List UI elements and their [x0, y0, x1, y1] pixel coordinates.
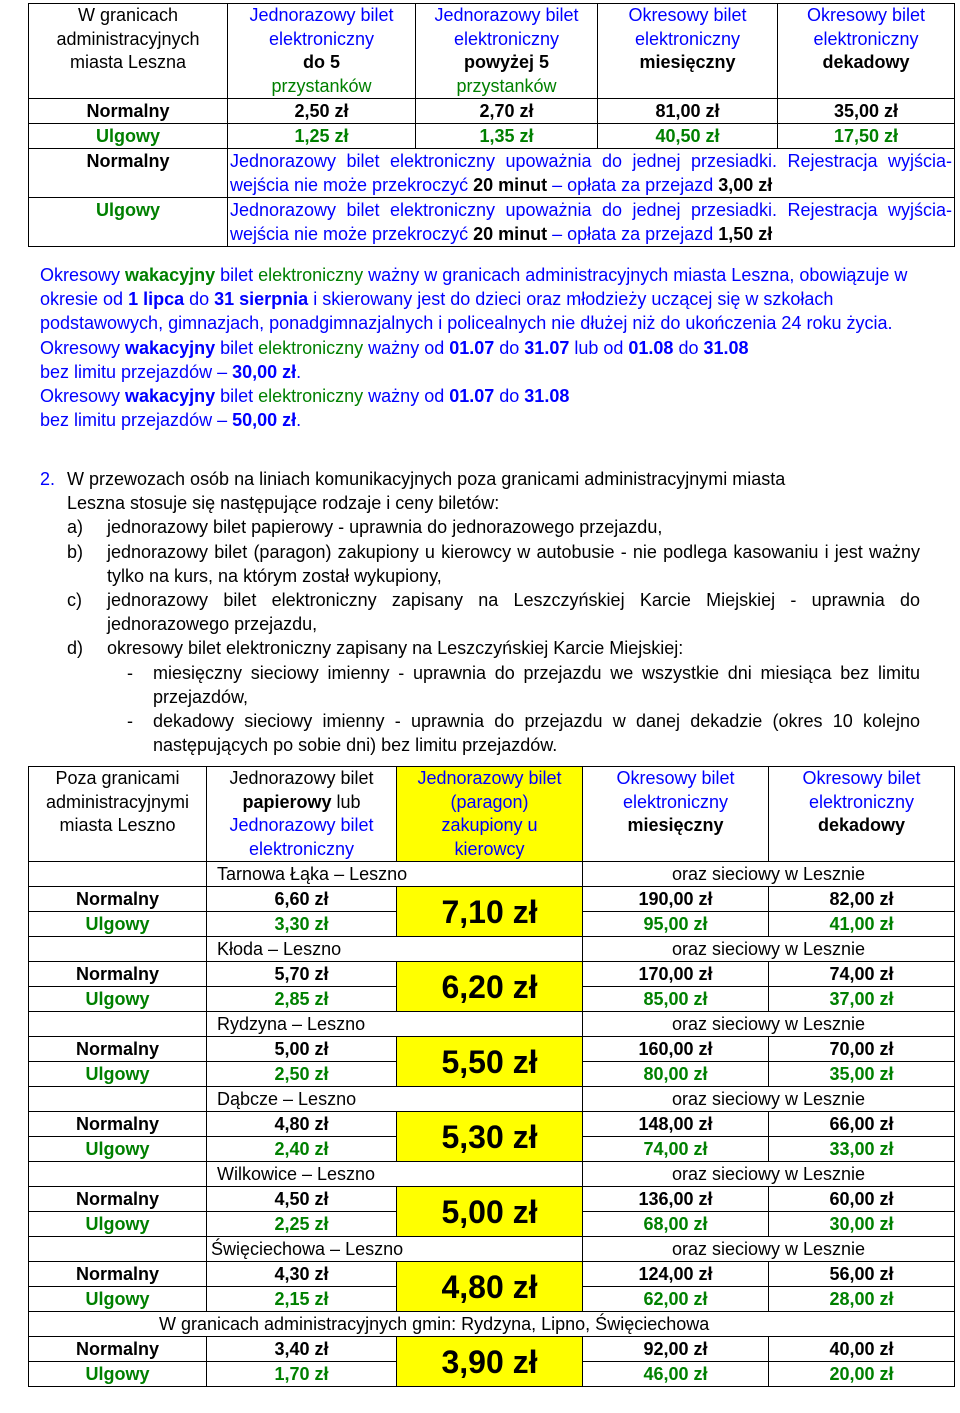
- price-cell: 92,00 zł: [583, 1337, 769, 1362]
- t: 30,00 zł: [232, 361, 297, 382]
- route-row-normal: [29, 1112, 955, 1137]
- list-item: [40, 515, 920, 539]
- list-key: d): [67, 638, 84, 659]
- city-table-header: [29, 4, 955, 99]
- t: wakacyjny: [125, 386, 216, 407]
- route-row-normal: [29, 887, 955, 912]
- t: 1 lipca: [128, 289, 185, 310]
- t: do: [673, 337, 704, 358]
- header-text: administracyjnymi: [45, 791, 190, 812]
- header-text: zakupiony u: [441, 815, 538, 835]
- driver-price-cell: 4,80 zł: [397, 1262, 583, 1312]
- header-monthly: [598, 4, 778, 99]
- row-label: Normalny: [29, 887, 207, 912]
- row-label: Ulgowy: [29, 1062, 207, 1087]
- header-text: miesięczny: [639, 52, 736, 72]
- header-text: (paragon): [450, 791, 529, 812]
- t: elektroniczny: [258, 337, 364, 358]
- transfer-price: 1,50 zł: [718, 224, 773, 244]
- price-cell: 30,00 zł: [769, 1212, 955, 1237]
- header-single-driver: [397, 767, 583, 862]
- route-row-normal: [29, 1037, 955, 1062]
- header-outside-area: [29, 767, 207, 862]
- price-cell: 124,00 zł: [583, 1262, 769, 1287]
- price-cell: 40,00 zł: [769, 1337, 955, 1362]
- price-cell: 37,00 zł: [769, 987, 955, 1012]
- list-key: -: [127, 711, 133, 732]
- section-2-intro: [40, 467, 920, 491]
- driver-price-cell: 5,50 zł: [397, 1037, 583, 1087]
- sub-list-item: [40, 661, 920, 709]
- driver-price-cell: 6,20 zł: [397, 962, 583, 1012]
- header-decade: [778, 4, 955, 99]
- header-text: miasta Leszno: [59, 815, 176, 835]
- t: bilet: [215, 265, 259, 285]
- t: 31.08: [524, 386, 570, 407]
- t: 01.07: [449, 386, 495, 407]
- price-cell: 148,00 zł: [583, 1112, 769, 1137]
- intro-text: Leszna stosuje się następujące rodzaje i ceny biletów:: [67, 493, 500, 514]
- sub-list-item: [40, 709, 920, 757]
- transfer-desc: Jednorazowy bilet elektroniczny upoważnia do jednej przesiadki. Rejestracja wyjścia-wejścia nie może przekroczyć: [230, 200, 952, 244]
- price-cell: 68,00 zł: [583, 1212, 769, 1237]
- route-name: Rydzyna – Leszno: [207, 1012, 583, 1037]
- driver-price-cell: 5,00 zł: [397, 1187, 583, 1237]
- header-text: Poza granicami: [55, 768, 180, 788]
- row-label: Ulgowy: [29, 912, 207, 937]
- header-single-paper: [207, 767, 397, 862]
- header-text: Jednorazowy bilet: [434, 5, 579, 25]
- list-text: okresowy bilet elektroniczny zapisany na Leszczyńskiej Karcie Miejskiej:: [107, 638, 684, 659]
- network-label: oraz sieciowy w Lesznie: [583, 862, 955, 887]
- holiday-30-price: [40, 360, 940, 384]
- t: do: [184, 289, 215, 310]
- driver-price-cell: 7,10 zł: [397, 887, 583, 937]
- list-item: [40, 636, 920, 660]
- row-label: Normalny: [29, 1187, 207, 1212]
- route-name: W granicach administracyjnych gmin: Rydzyna, Lipno, Święciechowa: [29, 1312, 955, 1337]
- route-row-normal: [29, 1262, 955, 1287]
- list-key: a): [67, 517, 84, 538]
- row-label: Normalny: [29, 1037, 207, 1062]
- price-cell: 2,15 zł: [207, 1287, 397, 1312]
- header-text: elektroniczny: [813, 28, 919, 49]
- t: bilet: [215, 386, 259, 407]
- transfer-row-reduced: [29, 198, 955, 247]
- t: wakacyjny: [125, 337, 216, 358]
- header-text: przystanków: [271, 75, 372, 96]
- t: i skierowany jest do dzieci oraz młodzieży uczącej się w szkołach podstawowych, gimnazjach, ponadgimnazjalnych i policealnych nie dłużej niż do ukończenia 24 roku życia.: [40, 289, 893, 334]
- t: 31.08: [703, 337, 749, 358]
- price-cell: 62,00 zł: [583, 1287, 769, 1312]
- header-text: elektroniczny: [634, 28, 741, 49]
- route-row-normal: [29, 1337, 955, 1362]
- price-cell: 33,00 zł: [769, 1137, 955, 1162]
- city-row-normal: [29, 99, 955, 124]
- route-spacer: [29, 862, 207, 887]
- t: elektroniczny: [258, 265, 364, 285]
- header-text: dekadowy: [817, 815, 906, 835]
- route-spacer: [29, 1162, 207, 1187]
- row-label: Ulgowy: [29, 1287, 207, 1312]
- route-name: Tarnowa Łąka – Leszno: [207, 862, 583, 887]
- header-single-over5: [416, 4, 598, 99]
- price-cell: 60,00 zł: [769, 1187, 955, 1212]
- t: .: [296, 361, 302, 382]
- row-label: Normalny: [29, 149, 228, 198]
- price-cell: 2,85 zł: [207, 987, 397, 1012]
- t: ważny od: [363, 337, 450, 358]
- price-cell: 35,00 zł: [769, 1062, 955, 1087]
- route-name: Wilkowice – Leszno: [207, 1162, 583, 1187]
- city-row-reduced: [29, 124, 955, 149]
- network-label: oraz sieciowy w Lesznie: [583, 1162, 955, 1187]
- price-cell: 4,30 zł: [207, 1262, 397, 1287]
- price-cell: 6,60 zł: [207, 887, 397, 912]
- price-cell: 85,00 zł: [583, 987, 769, 1012]
- t: 31.07: [524, 337, 570, 358]
- transfer-price: 3,00 zł: [718, 175, 773, 195]
- network-label: oraz sieciowy w Lesznie: [583, 937, 955, 962]
- holiday-ticket-info: [40, 263, 940, 432]
- network-label: oraz sieciowy w Lesznie: [583, 1087, 955, 1112]
- holiday-50-line: [40, 384, 940, 408]
- route-row-normal: [29, 1187, 955, 1212]
- price-cell: 56,00 zł: [769, 1262, 955, 1287]
- price-cell: 5,70 zł: [207, 962, 397, 987]
- route-spacer: [29, 1087, 207, 1112]
- t: Okresowy: [40, 265, 126, 285]
- price-cell: 4,80 zł: [207, 1112, 397, 1137]
- price-cell: 74,00 zł: [583, 1137, 769, 1162]
- route-row-normal: [29, 962, 955, 987]
- price-cell: 95,00 zł: [583, 912, 769, 937]
- route-spacer: [29, 1237, 207, 1262]
- list-text: jednorazowy bilet elektroniczny zapisany na Leszczyńskiej Karcie Miejskiej - uprawnia do jednorazowego przejazdu,: [107, 590, 920, 635]
- t: wakacyjny: [125, 265, 216, 285]
- price-cell: 170,00 zł: [583, 962, 769, 987]
- t: bez limitu przejazdów –: [40, 410, 233, 431]
- transfer-desc: Jednorazowy bilet elektroniczny upoważnia do jednej przesiadki. Rejestracja wyjścia-wejścia nie może przekroczyć: [230, 151, 952, 195]
- list-key: c): [67, 590, 82, 611]
- price-cell: 74,00 zł: [769, 962, 955, 987]
- price-cell: 2,50 zł: [207, 1062, 397, 1087]
- header-text: Okresowy bilet: [806, 5, 926, 25]
- header-text: elektroniczny: [248, 838, 355, 859]
- row-label: Ulgowy: [29, 1137, 207, 1162]
- row-label: Ulgowy: [29, 987, 207, 1012]
- driver-price-cell: 5,30 zł: [397, 1112, 583, 1162]
- price-cell: 3,30 zł: [207, 912, 397, 937]
- price-cell: 4,50 zł: [207, 1187, 397, 1212]
- route-spacer: [29, 937, 207, 962]
- price-cell: 2,70 zł: [416, 99, 598, 124]
- t: .: [296, 410, 302, 431]
- transfer-minutes: 20 minut: [473, 175, 548, 195]
- t: 31 sierpnia: [214, 289, 309, 310]
- suburban-table-header: [29, 767, 955, 862]
- network-label: oraz sieciowy w Lesznie: [583, 1012, 955, 1037]
- holiday-paragraph: [40, 263, 940, 336]
- t: lub od: [569, 337, 629, 358]
- t: 01.08: [628, 337, 674, 358]
- list-key: -: [127, 662, 133, 683]
- list-key: b): [67, 541, 84, 562]
- header-monthly: [583, 767, 769, 862]
- price-cell: 160,00 zł: [583, 1037, 769, 1062]
- transfer-minutes: 20 minut: [473, 224, 548, 244]
- row-label: Ulgowy: [29, 1212, 207, 1237]
- price-cell: 3,40 zł: [207, 1337, 397, 1362]
- price-cell: 46,00 zł: [583, 1362, 769, 1387]
- header-text: przystanków: [456, 75, 557, 96]
- row-label: Ulgowy: [29, 198, 228, 247]
- header-text: elektroniczny: [622, 791, 729, 812]
- section-2: [40, 467, 920, 757]
- header-text: Okresowy bilet: [616, 768, 735, 788]
- route-header-row: [29, 1162, 955, 1187]
- header-text: Okresowy bilet: [628, 5, 747, 25]
- route-name: Dąbcze – Leszno: [207, 1087, 583, 1112]
- t: ważny w granicach administracyjnych miasta Leszna, obowiązuje w okresie od: [40, 265, 908, 310]
- header-text: Jednorazowy bilet: [417, 768, 562, 788]
- price-cell: 136,00 zł: [583, 1187, 769, 1212]
- route-header-row: [29, 1012, 955, 1037]
- header-text: elektroniczny: [268, 28, 375, 49]
- header-text: do 5: [302, 52, 340, 72]
- route-header-row: [29, 937, 955, 962]
- list-text: miesięczny sieciowy imienny - uprawnia do przejazdu we wszystkie dni miesiąca bez limitu przejazdów,: [153, 662, 920, 707]
- header-text: elektroniczny: [808, 791, 915, 812]
- route-spacer: [29, 1012, 207, 1037]
- price-cell: 20,00 zł: [769, 1362, 955, 1387]
- transfer-desc: – opłata za przejazd: [547, 224, 719, 244]
- intro-text: W przewozach osób na liniach komunikacyjnych poza granicami administracyjnymi miasta: [67, 469, 786, 489]
- holiday-50-price: [40, 408, 940, 432]
- list-text: dekadowy sieciowy imienny - uprawnia do przejazdu w danej dekadzie (okres 10 kolejno następujących po sobie dni) bez limitu przejazdów.: [153, 711, 920, 756]
- header-text: Jednorazowy bilet: [229, 768, 374, 788]
- row-label: Normalny: [29, 1337, 207, 1362]
- holiday-30-line: [40, 336, 940, 360]
- header-text: dekadowy: [822, 52, 910, 72]
- list-text: jednorazowy bilet (paragon) zakupiony u kierowcy w autobusie - nie podlega kasowaniu i jest ważny tylko na kurs, na którym został wykupiony,: [107, 541, 920, 586]
- suburban-fare-table: [28, 766, 955, 1387]
- header-text: W granicach: [77, 5, 179, 25]
- header-text: elektroniczny: [453, 28, 560, 49]
- price-cell: 40,50 zł: [598, 124, 778, 149]
- row-label: Ulgowy: [29, 1362, 207, 1387]
- row-label: Normalny: [29, 1262, 207, 1287]
- price-cell: 1,25 zł: [228, 124, 416, 149]
- row-label: Normalny: [29, 962, 207, 987]
- route-name: Święciechowa – Leszno: [207, 1237, 583, 1262]
- price-cell: 81,00 zł: [598, 99, 778, 124]
- t: 01.07: [449, 337, 495, 358]
- transfer-text: [228, 198, 955, 247]
- price-cell: 66,00 zł: [769, 1112, 955, 1137]
- header-text: Okresowy bilet: [802, 768, 921, 788]
- price-cell: 17,50 zł: [778, 124, 955, 149]
- t: Okresowy: [40, 337, 126, 358]
- t: do: [494, 386, 525, 407]
- city-fare-table: [28, 3, 955, 247]
- price-cell: 190,00 zł: [583, 887, 769, 912]
- header-text: papierowy: [242, 791, 332, 812]
- list-item: [40, 588, 920, 636]
- t: ważny od: [363, 386, 450, 407]
- transfer-desc: – opłata za przejazd: [547, 175, 719, 195]
- network-label: oraz sieciowy w Lesznie: [583, 1237, 955, 1262]
- header-city-area: [29, 4, 228, 99]
- row-label: Ulgowy: [29, 124, 228, 149]
- price-cell: 80,00 zł: [583, 1062, 769, 1087]
- t: bez limitu przejazdów –: [40, 361, 233, 382]
- header-text: miesięczny: [627, 815, 724, 835]
- price-cell: 70,00 zł: [769, 1037, 955, 1062]
- header-text: powyżej 5: [463, 52, 550, 72]
- route-header-row: [29, 1312, 955, 1337]
- transfer-row-normal: [29, 149, 955, 198]
- price-cell: 2,40 zł: [207, 1137, 397, 1162]
- price-cell: 5,00 zł: [207, 1037, 397, 1062]
- header-decade: [769, 767, 955, 862]
- price-cell: 35,00 zł: [778, 99, 955, 124]
- list-text: jednorazowy bilet papierowy - uprawnia do jednorazowego przejazdu,: [107, 517, 663, 538]
- header-text: administracyjnych: [56, 28, 200, 49]
- t: elektroniczny: [258, 386, 364, 407]
- price-cell: 2,25 zł: [207, 1212, 397, 1237]
- price-cell: 41,00 zł: [769, 912, 955, 937]
- price-cell: 1,70 zł: [207, 1362, 397, 1387]
- price-cell: 1,35 zł: [416, 124, 598, 149]
- header-text: Jednorazowy bilet: [249, 5, 394, 25]
- t: do: [494, 337, 525, 358]
- row-label: Normalny: [29, 1112, 207, 1137]
- header-text: kierowcy: [454, 838, 525, 859]
- route-header-row: [29, 862, 955, 887]
- price-cell: 82,00 zł: [769, 887, 955, 912]
- price-cell: 2,50 zł: [228, 99, 416, 124]
- route-header-row: [29, 1087, 955, 1112]
- t: 50,00 zł: [232, 410, 297, 431]
- route-name: Kłoda – Leszno: [207, 937, 583, 962]
- section-number: 2.: [40, 469, 56, 489]
- transfer-text: [228, 149, 955, 198]
- driver-price-cell: 3,90 zł: [397, 1337, 583, 1387]
- t: bilet: [215, 337, 259, 358]
- price-cell: 28,00 zł: [769, 1287, 955, 1312]
- header-single-upto5: [228, 4, 416, 99]
- header-text: lub: [331, 791, 361, 812]
- route-header-row: [29, 1237, 955, 1262]
- row-label: Normalny: [29, 99, 228, 124]
- header-text: Jednorazowy bilet: [229, 815, 374, 835]
- t: Okresowy: [40, 386, 126, 407]
- header-text: miasta Leszna: [69, 52, 187, 72]
- list-item: [40, 540, 920, 588]
